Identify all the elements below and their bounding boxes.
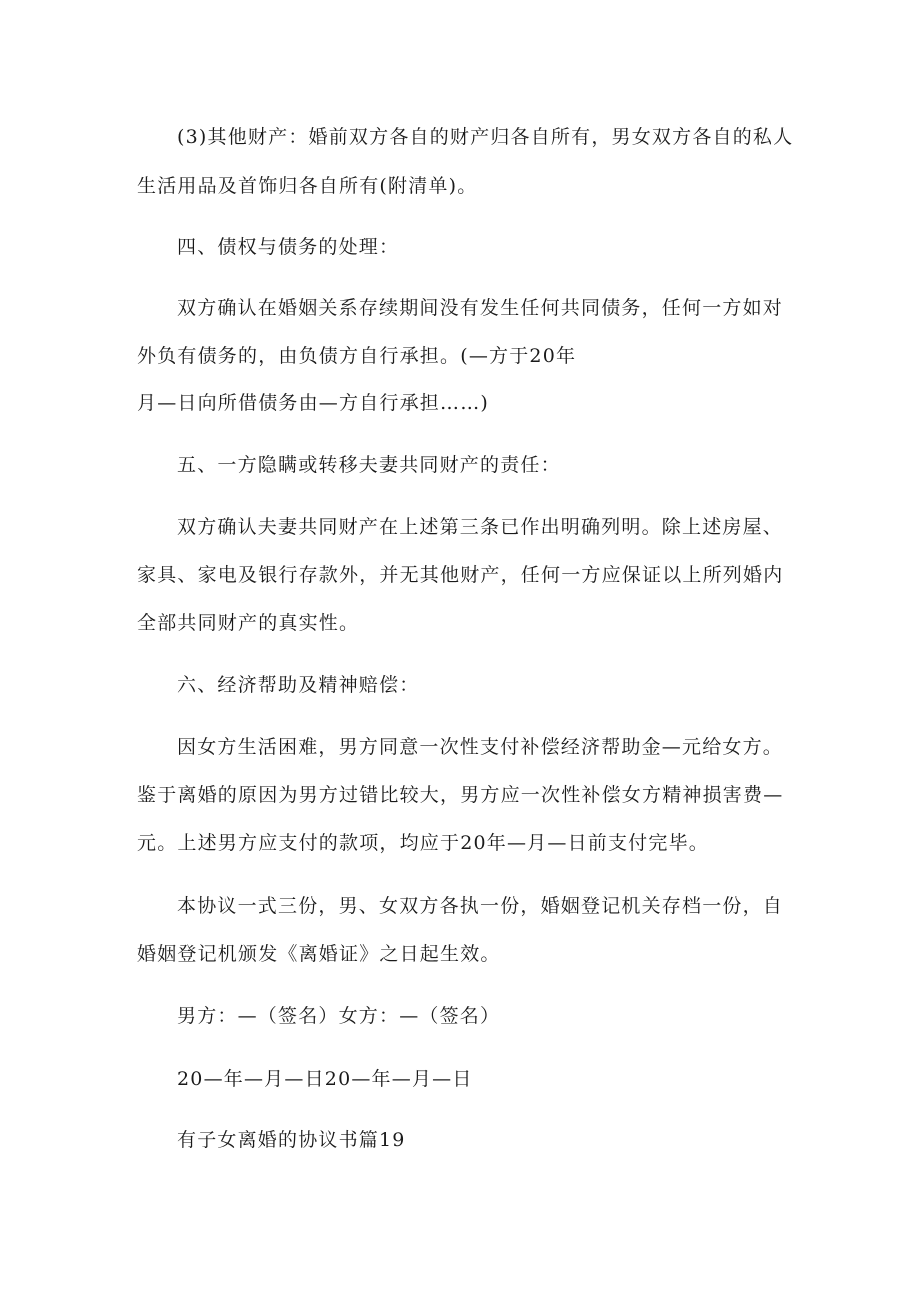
section-heading-concealment: 五、一方隐瞒或转移夫妻共同财产的责任： bbox=[177, 454, 561, 476]
paragraph-concealment-line-3: 全部共同财产的真实性。 bbox=[137, 612, 360, 634]
paragraph-compensation-line-1: 因女方生活困难，男方同意一次性支付补偿经济帮助金—元给女方。 bbox=[177, 736, 784, 758]
paragraph-concealment-line-2: 家具、家电及银行存款外，并无其他财产，任何一方应保证以上所列婚内 bbox=[137, 564, 784, 586]
next-section-title: 有子女离婚的协议书篇19 bbox=[177, 1129, 406, 1151]
paragraph-other-property-line-1: (3)其他财产：婚前双方各自的财产归各自所有，男女双方各自的私人 bbox=[177, 126, 794, 148]
paragraph-other-property-line-2: 生活用品及首饰归各自所有(附清单)。 bbox=[137, 175, 478, 197]
section-heading-compensation: 六、经济帮助及精神赔偿： bbox=[177, 674, 420, 696]
paragraph-debts-line-2: 外负有债务的，由负债方自行承担。(—方于20年 bbox=[137, 345, 577, 367]
paragraph-compensation-line-2: 鉴于离婚的原因为男方过错比较大，男方应一次性补偿女方精神损害费— bbox=[137, 784, 784, 806]
paragraph-debts-line-1: 双方确认在婚姻关系存续期间没有发生任何共同债务，任何一方如对 bbox=[177, 297, 784, 319]
paragraph-copies-line-1: 本协议一式三份，男、女双方各执一份，婚姻登记机关存档一份，自 bbox=[177, 895, 784, 917]
paragraph-debts-line-3: 月—日向所借债务由—方自行承担……) bbox=[137, 392, 490, 414]
paragraph-compensation-line-3: 元。上述男方应支付的款项，均应于20年—月—日前支付完毕。 bbox=[137, 832, 709, 854]
paragraph-copies-line-2: 婚姻登记机颁发《离婚证》之日起生效。 bbox=[137, 943, 501, 965]
paragraph-concealment-line-1: 双方确认夫妻共同财产在上述第三条已作出明确列明。除上述房屋、 bbox=[177, 516, 784, 538]
section-heading-debts: 四、债权与债务的处理： bbox=[177, 236, 400, 258]
signature-line: 男方：—（签名）女方：—（签名） bbox=[177, 1005, 501, 1027]
date-line: 20—年—月—日20—年—月—日 bbox=[177, 1068, 473, 1090]
